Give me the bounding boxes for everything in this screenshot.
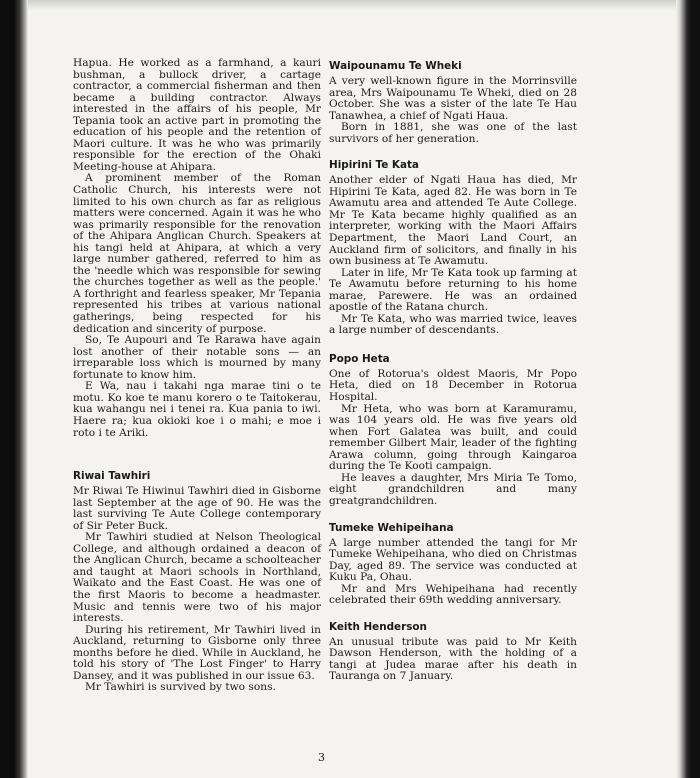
paragraph: Later in life, Mr Te Kata took up farming at Te Awamutu before returning to his home marae, Parewere. He was an ordained apostle of the Ratana church. [329,266,577,314]
page-number: 3 [318,751,325,764]
right-column [329,60,577,683]
obituary-heading: Waipounamu Te Wheki [329,60,462,72]
paragraph: E Wa, nau i takahi nga marae tini o te motu. Ko koe te manu korero o te Taitokerau, kua wahangu nei i tenei ra. Kua pania to iwi. Haere ra; kua okioki koe i o mahi; e moe i roto i te Ariki. [73,380,321,439]
page-top-edge [0,0,700,10]
paragraph: Mr Te Kata, who was married twice, leaves a large number of descendants. [329,312,577,337]
paragraph: A prominent member of the Roman Catholic Church, his interests were not limited to his own church as far as religious matters were concerned. Again it was he who was primarily responsible for the renovation of the Ahipara Anglican Church. Speakers at his tangi held at Ahipara, at which a very large number gathered, referred to him as the 'needle which was responsible for sewing the churches together as well as the people.' A forthright and fearless speaker, Mr Tepania represented his tribes at various national gatherings, being respected for his dedication and sincerity of purpose. [73,172,321,335]
paragraph: Another elder of Ngati Haua has died, Mr Hipirini Te Kata, aged 82. He was born in Te Awamutu area and attended Te Aute College. Mr Te Kata became highly qualified as an interpreter, working with the Maori Affairs Department, the Maori Land Court, an Auckland firm of solicitors, and finally in his own business at Te Awamutu. [329,174,577,268]
paragraph: Born in 1881, she was one of the last survivors of her generation. [329,121,577,145]
paragraph: A very well-known figure in the Morrinsville area, Mrs Waipounamu Te Wheki, died on 28 October. She was a sister of the late Te Hau Tanawhea, a chief of Ngati Haua. [329,75,577,122]
page-right-edge [676,0,700,778]
paragraph: Mr Tawhiri studied at Nelson Theological College, and although ordained a deacon of the Anglican Church, became a schoolteacher and taught at Maori schools in Northland, Waikato and the East Coast. He was one of the first Maoris to become a headmaster. Music and tennis were two of his major interests. [73,531,321,625]
obituary-heading: Riwai Tawhiri [73,470,151,483]
obituary-heading: Tumeke Wehipeihana [329,521,454,534]
paragraph: So, Te Aupouri and Te Rarawa have again lost another of their notable sons — an irreparable loss which is mourned by many fortunate to know him. [73,334,321,381]
obituary-heading: Hipirini Te Kata [329,159,419,172]
paragraph: He leaves a daughter, Mrs Miria Te Tomo, eight grandchildren and many greatgrandchildren. [329,471,577,507]
paragraph: Mr and Mrs Wehipeihana had recently celebrated their 69th wedding anniversary. [329,582,577,607]
paragraph: One of Rotorua's oldest Maoris, Mr Popo Heta, died on 18 December in Rotorua Hospital. [329,367,577,404]
obituary-heading: Keith Henderson [329,620,427,633]
paragraph: A large number attended the tangi for Mr Tumeke Wehipeihana, who died on Christmas Day, aged 89. The service was conducted at Kuku Pa, Ohau. [329,536,577,584]
paragraph: Mr Tawhiri is survived by two sons. [85,681,276,694]
obituary-heading: Popo Heta [329,352,390,365]
paragraph: An unusual tribute was paid to Mr Keith Dawson Henderson, with the holding of a tangi at Judea marae after his death in Tauranga on 7 January. [329,635,577,683]
paragraph: Mr Heta, who was born at Karamuramu, was 104 years old. He was five years old when Fort Galatea was built, and could remember Gilbert Mair, leader of the fighting Arawa column, going through Kaingaroa during the Te Kooti campaign. [329,402,577,473]
page-left-edge [0,0,28,778]
left-column [73,58,321,694]
paragraph: Mr Riwai Te Hiwinui Tawhiri died in Gisborne last September at the age of 90. He was the last surviving Te Aute College contemporary of Sir Peter Buck. [73,485,321,532]
paragraph: Hapua. He worked as a farmhand, a kauri bushman, a bullock driver, a cartage contractor, a commercial fisherman and then became a building contractor. Always interested in the affairs of his people, Mr Tepania took an active part in promoting the education of his people and the retention of Maori culture. It was he who was primarily responsible for the erection of the Ohaki Meeting-house at Ahipara. [73,57,321,173]
paragraph: During his retirement, Mr Tawhiri lived in Auckland, returning to Gisborne only three months before he died. While in Auckland, he told his story of 'The Lost Finger' to Harry Dansey, and it was published in our issue 63. [73,623,321,682]
